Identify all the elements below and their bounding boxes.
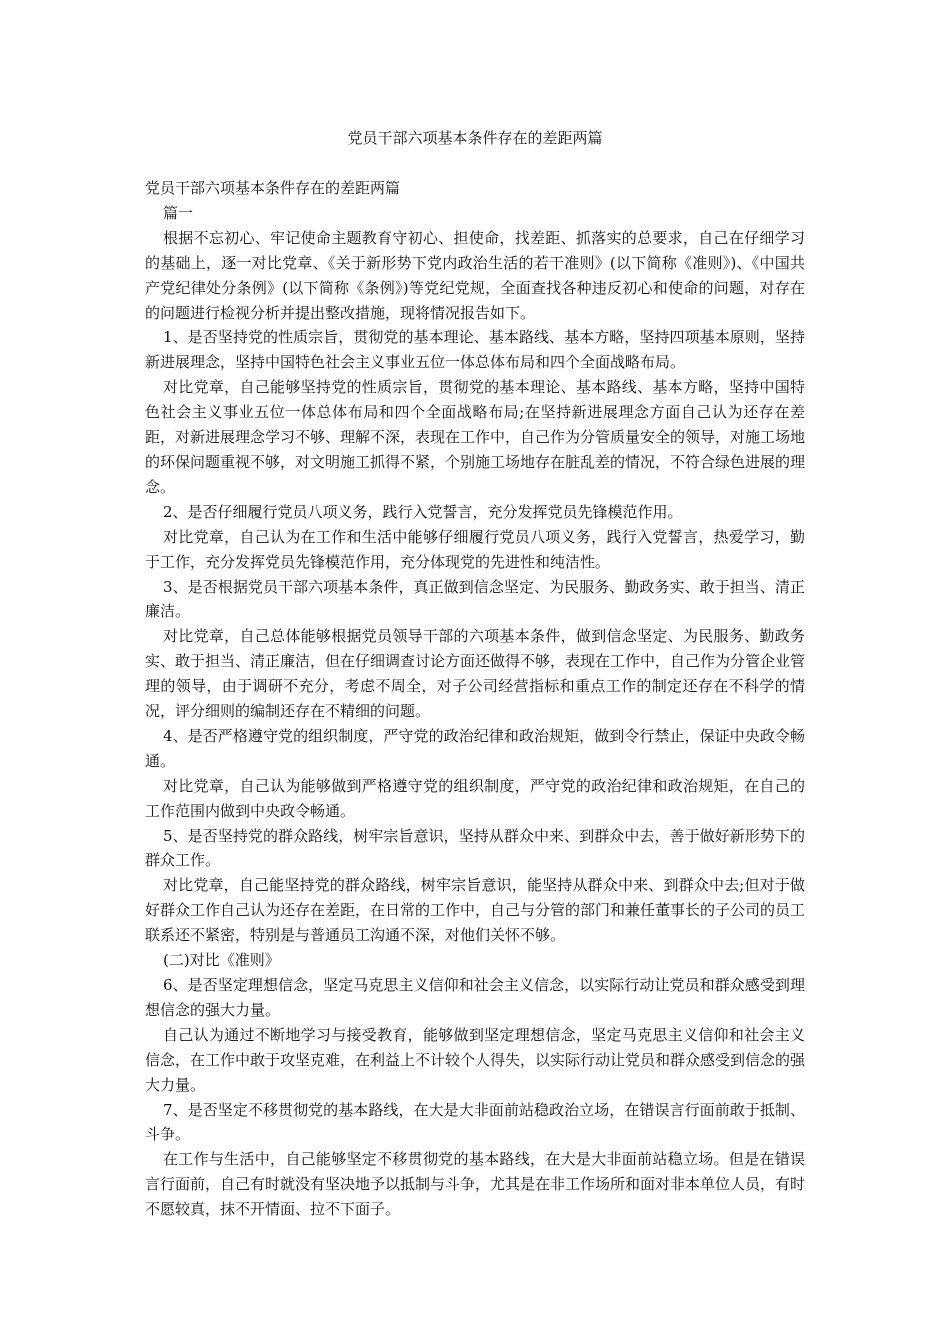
paragraph: 根据不忘初心、牢记使命主题教育守初心、担使命，找差距、抓落实的总要求，自己在仔细学习的基础上，逐一对比党章、《关于新形势下党内政治生活的若干准则》(以下简称《准则》)、《中国共产党纪律处分条例》(以下简称《条例》)等党纪党规，全面查找各种违反初心和使命的问题，对存在的问题进行检视分析并提出整改措施，现将情况报告如下。 (145, 228, 805, 322)
paragraph: 4、是否严格遵守党的组织制度，严守党的政治纪律和政治规矩，做到令行禁止，保证中央政令畅通。 (145, 726, 805, 770)
section-label: 篇一 (163, 203, 194, 222)
paragraph: 5、是否坚持党的群众路线，树牢宗旨意识，坚持从群众中来、到群众中去，善于做好新形势下的群众工作。 (145, 826, 805, 870)
paragraph: 对比党章，自己认为能够做到严格遵守党的组织制度，严守党的政治纪律和政治规矩，在自己的工作范围内做到中央政令畅通。 (145, 776, 805, 820)
document-body (145, 176, 805, 1222)
paragraph: 在工作与生活中，自己能够坚定不移贯彻党的基本路线，在大是大非面前站稳立场。但是在错误言行面前，自己有时就没有坚决地予以抵制与斗争，尤其是在非工作场所和面对非本单位人员，有时不愿较真，抹不开情面、拉不下面子。 (145, 1150, 806, 1219)
paragraph: 对比党章，自己能坚持党的群众路线，树牢宗旨意识，能坚持从群众中来、到群众中去;但对于做好群众工作自己认为还存在差距，在日常的工作中，自己与分管的部门和兼任董事长的子公司的员工联系还不紧密，特别是与普通员工沟通不深，对他们关怀不够。 (145, 876, 806, 945)
section-heading: (二)对比《准则》 (163, 951, 280, 970)
paragraph: 对比党章，自己能够坚持党的性质宗旨，贯彻党的基本理论、基本路线、基本方略，坚持中国特色社会主义事业五位一体总体布局和四个全面战略布局;在坚持新进展理念方面自己认为还存在差距，对新进展理念学习不够、理解不深，表现在工作中，自己作为分管质量安全的领导，对施工场地的环保问题重视不够，对文明施工抓得不紧，个别施工场地存在脏乱差的情况，不符合绿色进展的理念。 (145, 378, 806, 496)
paragraph: 7、是否坚定不移贯彻党的基本路线，在大是大非面前站稳政治立场，在错误言行面前敢于抵制、斗争。 (145, 1100, 805, 1144)
paragraph: 3、是否根据党员干部六项基本条件，真正做到信念坚定、为民服务、勤政务实、敢于担当、清正廉洁。 (145, 577, 805, 621)
paragraph: 自己认为通过不断地学习与接受教育，能够做到坚定理想信念，坚定马克思主义信仰和社会主义信念，在工作中敢于攻坚克难，在利益上不计较个人得失，以实际行动让党员和群众感受到信念的强大力量。 (145, 1025, 806, 1094)
document-title: 党员干部六项基本条件存在的差距两篇 (347, 129, 603, 147)
document-subtitle: 党员干部六项基本条件存在的差距两篇 (145, 179, 401, 197)
paragraph: 对比党章，自己总体能够根据党员领导干部的六项基本条件，做到信念坚定、为民服务、勤政务实、敢于担当、清正廉洁，但在仔细调查讨论方面还做得不够，表现在工作中，自己作为分管企业管理的领导，由于调研不充分，考虑不周全，对子公司经营指标和重点工作的制定还存在不科学的情况，评分细则的编制还存在不精细的问题。 (145, 627, 806, 721)
paragraph: 2、是否仔细履行党员八项义务，践行入党誓言，充分发挥党员先锋模范作用。 (163, 502, 683, 521)
paragraph: 对比党章，自己认为在工作和生活中能够仔细履行党员八项义务，践行入党誓言，热爱学习，勤于工作，充分发挥党员先锋模范作用，充分体现党的先进性和纯洁性。 (145, 527, 805, 571)
paragraph: 1、是否坚持党的性质宗旨，贯彻党的基本理论、基本路线、基本方略，坚持四项基本原则，坚持新进展理念，坚持中国特色社会主义事业五位一体总体布局和四个全面战略布局。 (145, 328, 805, 372)
paragraph: 6、是否坚定理想信念，坚定马克思主义信仰和社会主义信念，以实际行动让党员和群众感受到理想信念的强大力量。 (145, 976, 805, 1019)
